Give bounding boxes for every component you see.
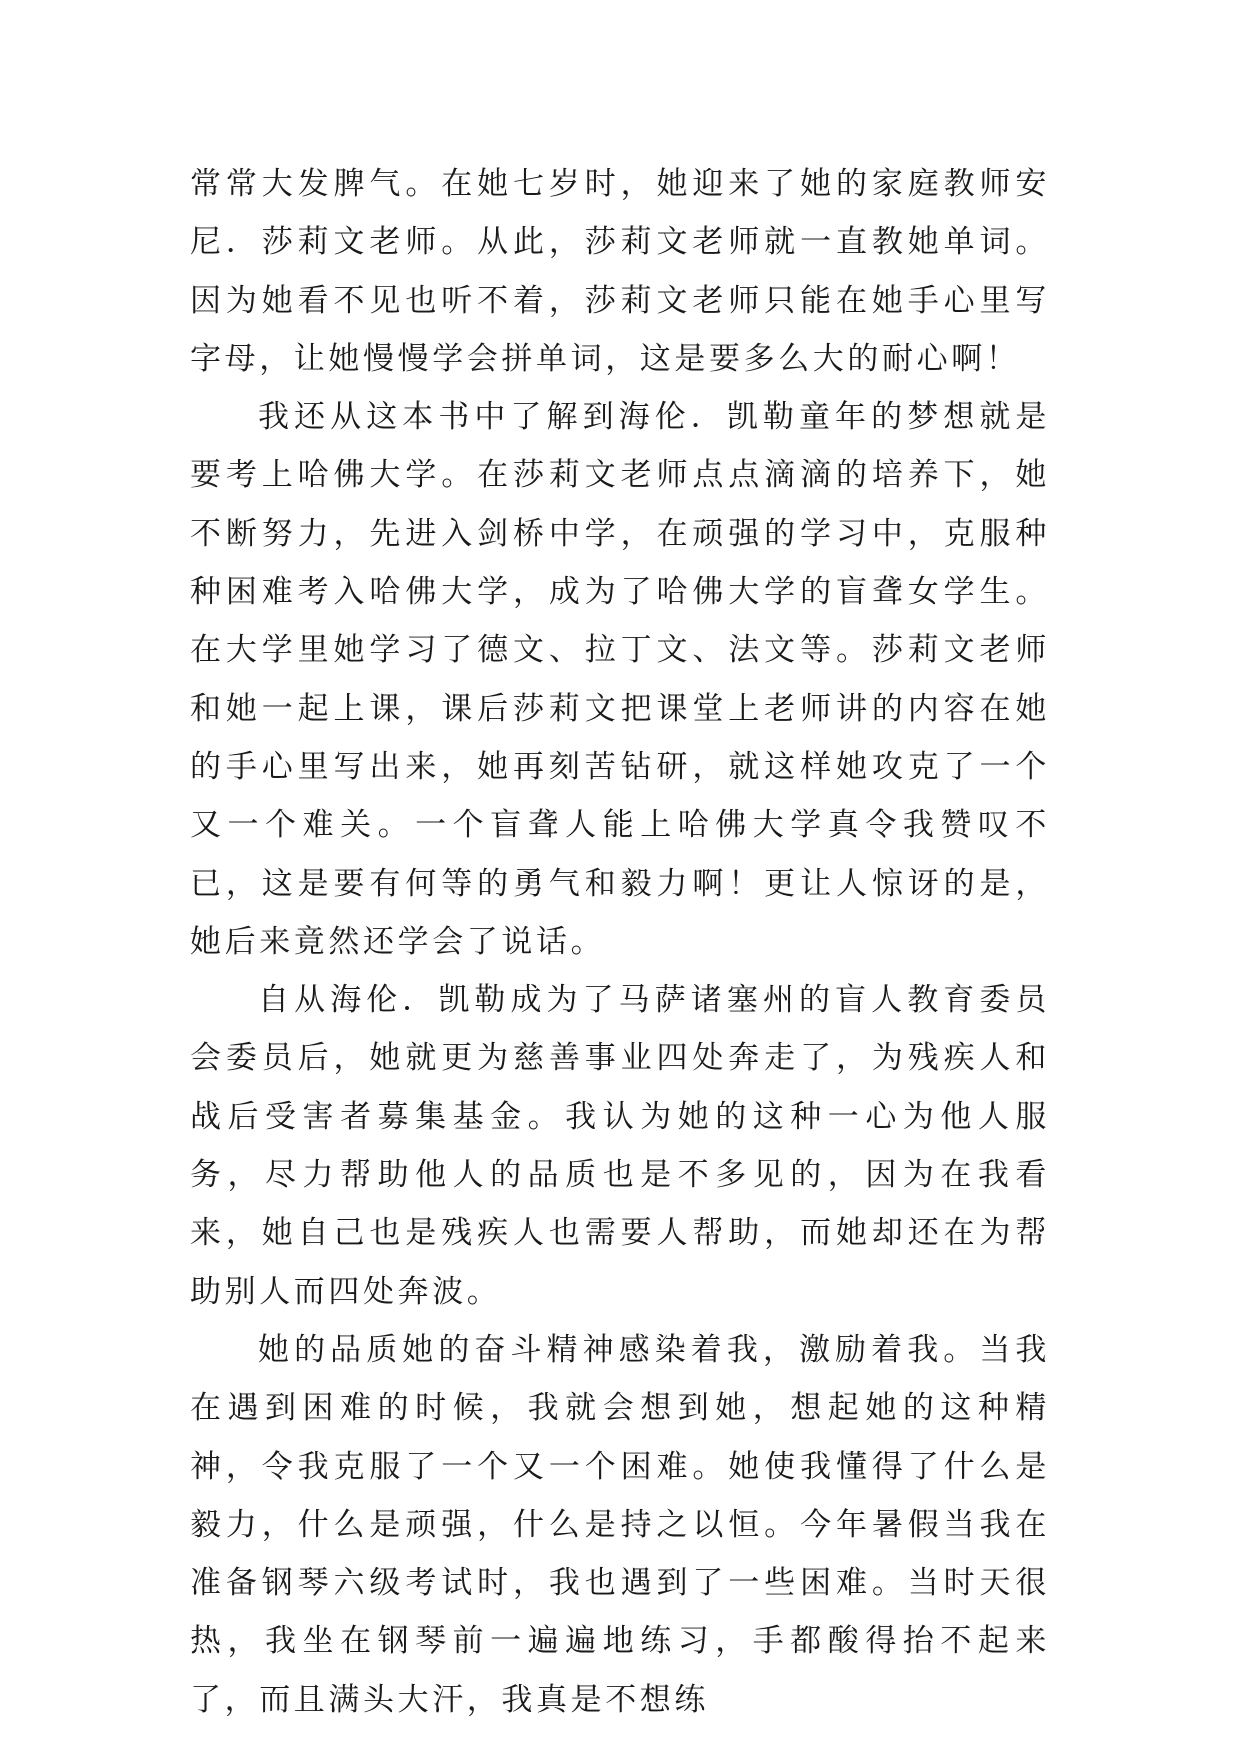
paragraph-harvard-dream: 我还从这本书中了解到海伦．凯勒童年的梦想就是要考上哈佛大学。在莎莉文老师点点滴滴的培养下，她不断努力，先进入剑桥中学，在顽强的学习中，克服种种困难考入哈佛大学，成为了哈佛大学的盲聋女学生。在大学里她学习了德文、拉丁文、法文等。莎莉文老师和她一起上课，课后莎莉文把课堂上老师讲的内容在她的手心里写出来，她再刻苦钻研，就这样她攻克了一个又一个难关。一个盲聋人能上哈佛大学真令我赞叹不已，这是要有何等的勇气和毅力啊！更让人惊讶的是，她后来竟然还学会了说话。 bbox=[190, 399, 1050, 960]
paragraph-inspiration: 她的品质她的奋斗精神感染着我，激励着我。当我在遇到困难的时候，我就会想到她，想起她的这种精神，令我克服了一个又一个困难。她使我懂得了什么是毅力，什么是顽强，什么是持之以恒。今年暑假当我在准备钢琴六级考试时，我也遇到了一些困难。当时天很热，我坐在钢琴前一遍遍地练习，手都酸得抬不起来了，而且满头大汗，我真是不想练 bbox=[190, 1331, 1050, 1718]
paragraph-continuation: 常常大发脾气。在她七岁时，她迎来了她的家庭教师安尼．莎莉文老师。从此，莎莉文老师就一直教她单词。因为她看不见也听不着，莎莉文老师只能在她手心里写字母，让她慢慢学会拼单词，这是要多么大的耐心啊！ bbox=[190, 166, 1050, 377]
paragraph-charity-work: 自从海伦．凯勒成为了马萨诸塞州的盲人教育委员会委员后，她就更为慈善事业四处奔走了，为残疾人和战后受害者募集基金。我认为她的这种一心为他人服务，尽力帮助他人的品质也是不多见的，因为在我看来，她自己也是残疾人也需要人帮助，而她却还在为帮助别人而四处奔波。 bbox=[190, 982, 1050, 1310]
document-body bbox=[190, 155, 1050, 1729]
